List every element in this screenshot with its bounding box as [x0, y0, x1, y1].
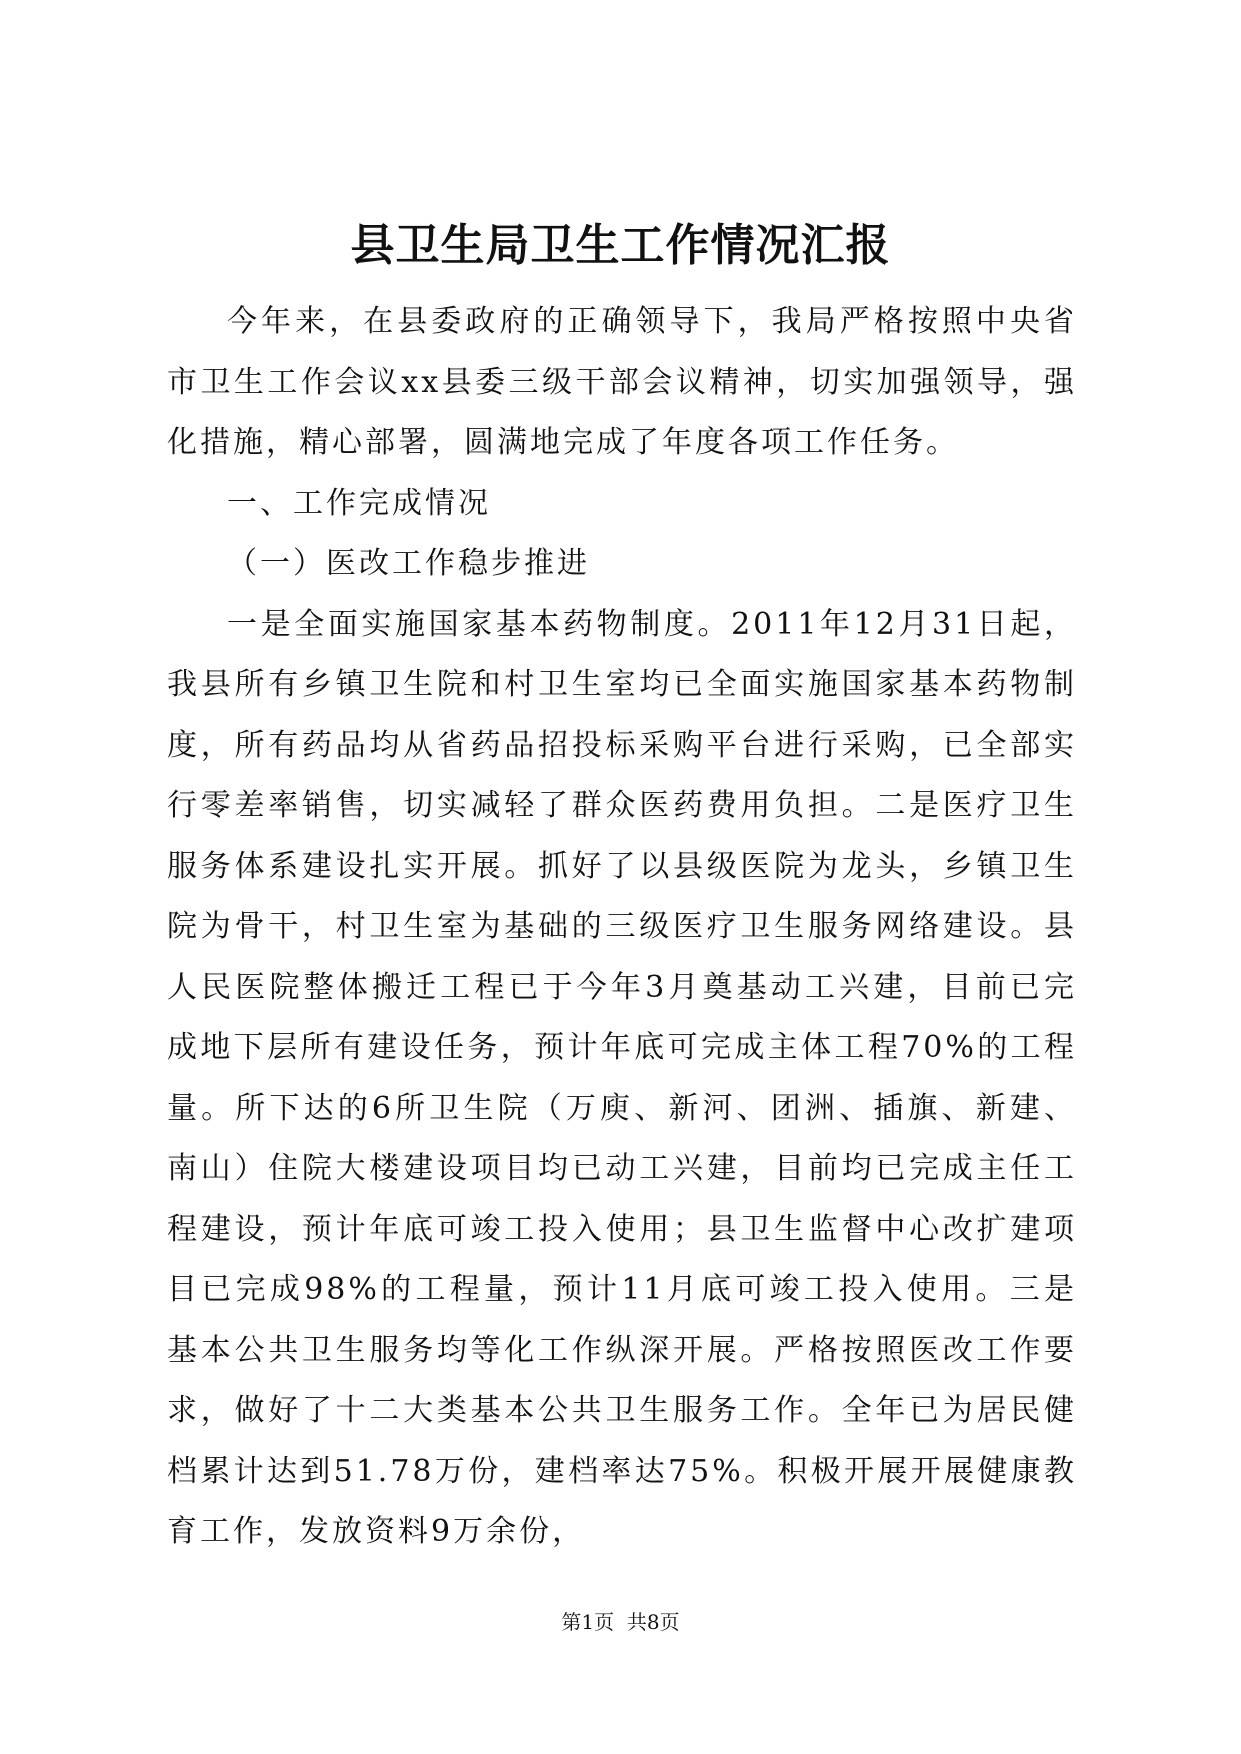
- page-number: 第1页: [561, 1610, 615, 1634]
- page-total: 共8页: [626, 1610, 680, 1634]
- footer-spacer: [614, 1610, 627, 1634]
- document-title: 县卫生局卫生工作情况汇报: [350, 220, 891, 271]
- content-paragraph: 一是全面实施国家基本药物制度。2011年12月31日起，我县所有乡镇卫生院和村卫生室均已全面实施国家基本药物制度，所有药品均从省药品招投标采购平台进行采购，已全部实行零差率销售，切实减轻了群众医药费用负担。二是医疗卫生服务体系建设扎实开展。抓好了以县级医院为龙头，乡镇卫生院为骨干，村卫生室为基础的三级医疗卫生服务网络建设。县人民医院整体搬迁工程已于今年3月奠基动工兴建，目前已完成地下层所有建设任务，预计年底可完成主体工程70%的工程量。所下达的6所卫生院（万庾、新河、团洲、插旗、新建、南山）住院大楼建设项目均已动工兴建，目前均已完成主任工程建设，预计年底可竣工投入使用；县卫生监督中心改扩建项目已完成98%的工程量，预计11月底可竣工投入使用。三是基本公共卫生服务均等化工作纵深开展。严格按照医改工作要求，做好了十二大类基本公共卫生服务工作。全年已为居民健档累计达到51.78万份，建档率达75%。积极开展开展健康教育工作，发放资料9万余份，: [167, 606, 1077, 1549]
- section-heading: 一、工作完成情况: [227, 485, 491, 521]
- document-body: [167, 292, 1077, 1563]
- page-footer: [0, 1608, 1241, 1636]
- subsection-heading: （一）医改工作稳步推进: [227, 546, 590, 581]
- intro-paragraph: 今年来，在县委政府的正确领导下，我局严格按照中央省市卫生工作会议xx县委三级干部会议精神，切实加强领导，强化措施，精心部署，圆满地完成了年度各项工作任务。: [167, 304, 1077, 460]
